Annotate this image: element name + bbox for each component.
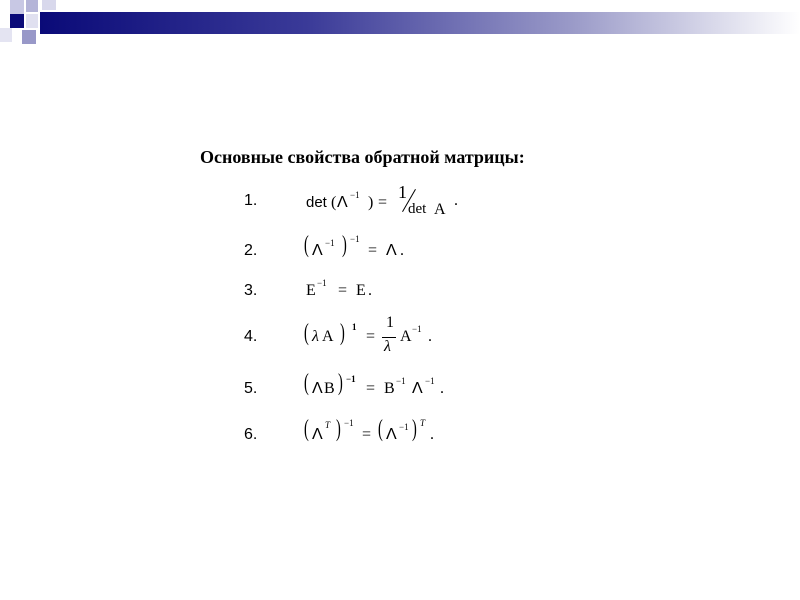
formula-dot: . — [440, 380, 444, 397]
formula-rparen: ) — [342, 232, 347, 258]
formula-numerator: 1 — [398, 182, 407, 202]
property-row — [0, 370, 800, 416]
formula-inverse-sup: −1 — [350, 190, 360, 200]
property-number: 4. — [244, 328, 258, 345]
formula-numerator: 1 — [386, 314, 394, 331]
formula-transpose-sup: T — [420, 418, 426, 428]
formula-lambda: Λ — [312, 242, 323, 259]
formula-lparen: ( — [331, 194, 337, 211]
property-number: 5. — [244, 380, 258, 397]
formula-a: A — [322, 328, 334, 345]
formula-lparen: ( — [378, 416, 383, 442]
formula-e: E — [306, 282, 316, 299]
formula-inverse-sup: −1 — [412, 324, 422, 334]
property-number: 6. — [244, 426, 258, 443]
property-row — [0, 182, 800, 228]
formula-det: det — [306, 194, 327, 211]
formula-equals: = — [366, 328, 376, 345]
formula-lambda: Λ — [386, 242, 397, 259]
decor-square — [22, 30, 36, 44]
formula-rparen: ) — [338, 370, 343, 396]
formula-a: A — [400, 328, 412, 345]
formula-inverse-sup: −1 — [396, 376, 406, 386]
property-row — [0, 416, 800, 462]
property-number: 2. — [244, 242, 258, 259]
formula-lambda: Λ — [337, 194, 348, 211]
formula-inverse-sup: −1 — [344, 418, 354, 428]
formula-b: B — [324, 380, 335, 397]
formula-e: E — [356, 282, 366, 299]
formula-inverse-sup: −1 — [425, 376, 435, 386]
formula-equals: = — [362, 426, 372, 443]
header-band — [0, 0, 800, 46]
slide-title: Основные свойства обратной матрицы: — [200, 147, 525, 167]
formula-equals: = — [378, 194, 388, 211]
decor-square — [26, 0, 38, 12]
formula-inverse-sup: 1 — [352, 322, 357, 332]
formula-lparen: ( — [304, 232, 309, 258]
property-row — [0, 280, 800, 320]
formula-small-lambda: λ — [384, 338, 391, 355]
formula-rparen: ) — [412, 416, 417, 442]
formula-lambda: Λ — [386, 426, 397, 443]
property-row — [0, 314, 800, 358]
formula-dot: . — [400, 242, 404, 259]
formula-small-lambda: λ — [312, 328, 319, 345]
decor-square — [10, 14, 24, 28]
property-row — [0, 232, 800, 278]
formula-b: B — [384, 380, 395, 397]
formula-det: det — [408, 201, 427, 217]
formula-transpose-sup: T — [325, 420, 331, 430]
formula-equals: = — [366, 380, 376, 397]
formula-dot: . — [368, 282, 372, 299]
decor-square — [10, 0, 24, 14]
formula-lambda: Λ — [412, 380, 423, 397]
formula-lambda: A — [434, 201, 446, 218]
formula-equals: = — [368, 242, 378, 259]
formula-lparen: ( — [304, 416, 309, 442]
formula-rparen: ) — [336, 416, 341, 442]
formula-lparen: ( — [304, 370, 309, 396]
formula-inverse-sup: −1 — [317, 278, 327, 288]
formula-dot: . — [454, 192, 458, 209]
decor-square — [42, 0, 56, 10]
formula-inverse-sup: −1 — [350, 234, 360, 244]
formula-inverse-sup: −1 — [346, 374, 356, 384]
property-number: 1. — [244, 192, 258, 209]
property-number: 3. — [244, 282, 258, 299]
header-gradient — [40, 12, 800, 34]
formula-dot: . — [428, 328, 432, 345]
formula-inverse-sup: −1 — [325, 238, 335, 248]
formula-lambda: Λ — [312, 380, 323, 397]
formula-inverse-sup: −1 — [399, 422, 409, 432]
formula-rparen: ) — [368, 194, 374, 211]
formula-equals: = — [338, 282, 348, 299]
decor-square — [0, 28, 12, 42]
formula-rparen: ) — [340, 320, 345, 346]
formula-dot: . — [430, 426, 434, 443]
formula-lambda: Λ — [312, 426, 323, 443]
decor-square — [26, 14, 38, 28]
formula-lparen: ( — [304, 320, 309, 346]
